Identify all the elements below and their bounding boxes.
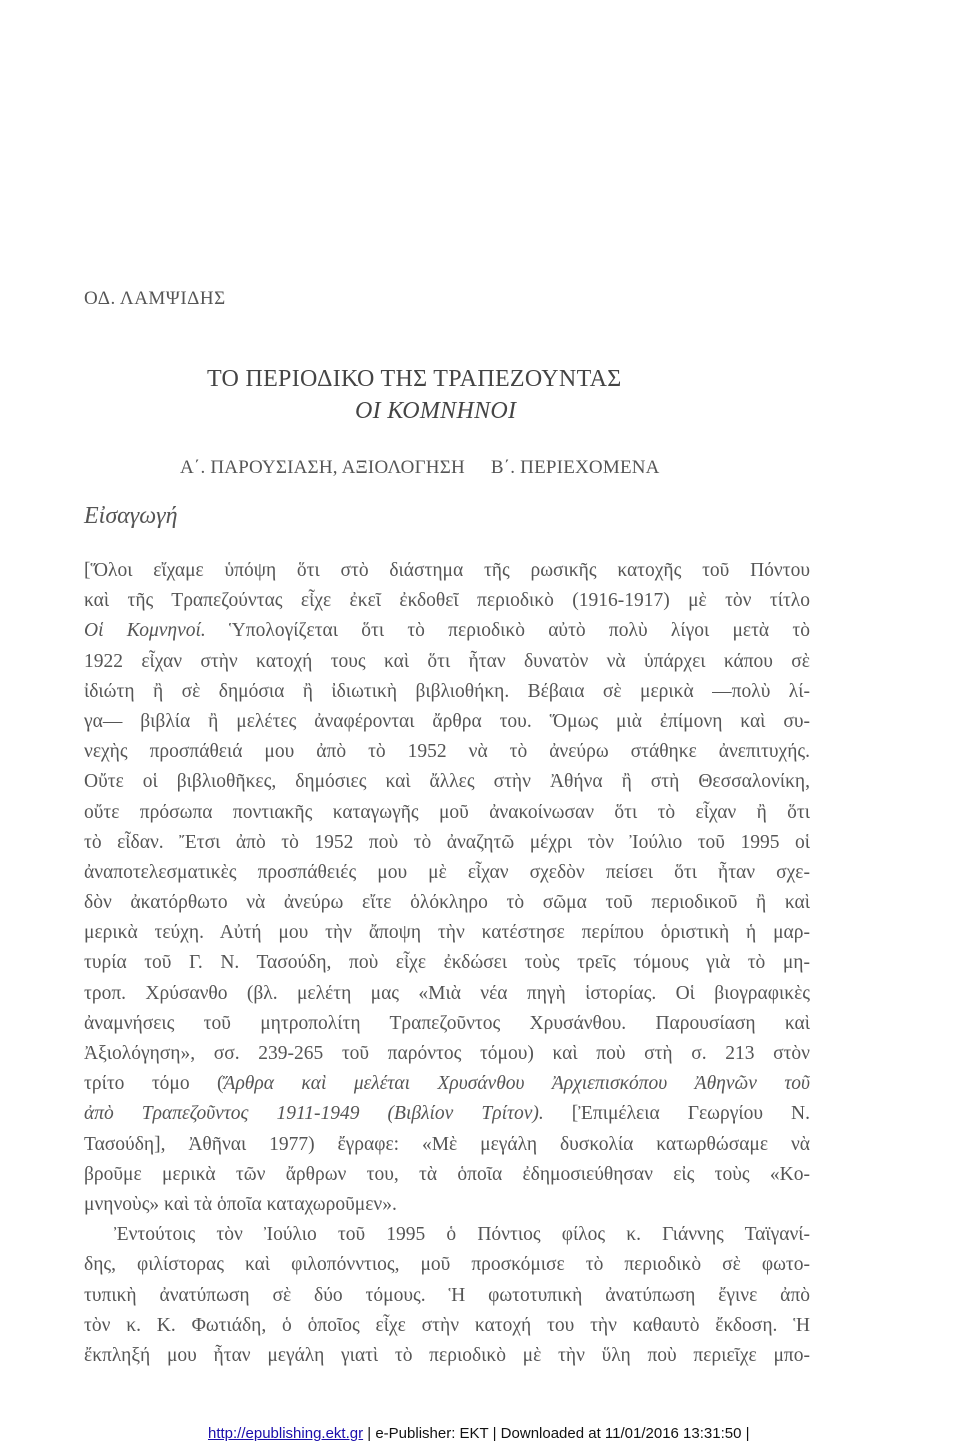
text-line: τὸ εἶδαν. Ἔτσι ἀπὸ τὸ 1952 ποὺ τὸ ἀναζητῶ μέχρι τὸν Ἰούλιο τοῦ 1995 οἱ [84, 831, 810, 853]
text-line: Τασούδη], Ἀθῆναι 1977) ἔγραφε: «Μὲ μεγάλη δυσκολία κατωρθώσαμε νὰ [84, 1133, 810, 1155]
introduction-heading: Εἰσαγωγή [84, 503, 178, 529]
text-line: δὸν ἀκατόρθωτο νὰ ἀνεύρω εἴτε ὁλόκληρο τὸ σῶμα τοῦ περιοδικοῦ ἢ καὶ [84, 892, 810, 914]
footer-info: | e-Publisher: EKT | Downloaded at 11/01/2016 13:31:50 | [363, 1425, 750, 1442]
text-span: [Ἐπιμέλεια Γεωργίου Ν. [543, 1103, 810, 1125]
body-text [84, 556, 810, 1371]
download-footer [208, 1425, 750, 1442]
text-span: τρίτο τόμο ( [84, 1073, 224, 1095]
text-line: ἰδιώτη ἢ σὲ δημόσια ἢ ἰδιωτικὴ βιβλιοθήκη. Βέβαια σὲ μερικὰ —πολὺ λί- [84, 680, 810, 702]
text-line: τυπικὴ ἀνατύπωση σὲ δύο τόμους. Ἡ φωτοτυπικὴ ἀνατύπωση ἔγινε ἀπὸ [84, 1284, 810, 1306]
text-line [84, 1069, 810, 1099]
text-line [84, 1099, 810, 1129]
text-line: τὸν κ. Κ. Φωτιάδη, ὁ ὁποῖος εἶχε στὴν κατοχή του τὴν καθαυτὸ ἔκδοση. Ἡ [84, 1314, 810, 1336]
text-line: μνηνοὺς» καὶ τὰ ὁποῖα καταχωροῦμεν». [84, 1193, 397, 1215]
text-line: δης, φιλίστορας καὶ φιλοπόνντιος, μοῦ προσκόμισε τὸ περιοδικὸ σὲ φωτο- [84, 1254, 810, 1276]
text-line: μερικὰ τεύχη. Αὐτή μου τὴν ἄποψη τὴν κατέστησε περίπου ὁριστικὴ ἡ μαρ- [84, 922, 810, 944]
text-line: βροῦμε μερικὰ τῶν ἄρθρων του, τὰ ὁποῖα ἐδημοσιεύθησαν εἰς τοὺς «Κο- [84, 1163, 810, 1185]
text-line: 1922 εἶχαν στὴν κατοχή τους καὶ ὅτι ἦταν δυνατὸν νὰ ὑπάρχει κάπου σὲ [84, 650, 810, 672]
text-line: γα— βιβλία ἢ μελέτες ἀναφέρονται ἄρθρα του. Ὅμως μιὰ ἐπίμονη καὶ συ- [84, 710, 810, 732]
text-line [84, 616, 810, 646]
text-line: [Ὅλοι εἴχαμε ὑπόψη ὅτι στὸ διάστημα τῆς ρωσικῆς κατοχῆς τοῦ Πόντου [84, 560, 810, 581]
text-span: Ὑπολογίζεται ὅτι τὸ περιοδικὸ αὐτὸ πολὺ λίγοι μετὰ τὸ [205, 620, 810, 642]
author-name: ΟΔ. ΛΑΜΨΙΔΗΣ [84, 288, 226, 309]
book-title-cont: ἀπὸ Τραπεζοῦντος 1911-1949 (Βιβλίον Τρίτον). [84, 1103, 544, 1125]
text-line: τροπ. Χρύσανθο (βλ. μελέτη μας «Μιὰ νέα πηγὴ ἱστορίας. Οἱ βιογραφικὲς [84, 982, 810, 1004]
book-title: Ἄρθρα καὶ μελέται Χρυσάνθου Ἀρχιεπισκόπου Ἀθηνῶν τοῦ [223, 1073, 810, 1095]
section-a-heading: Α΄. ΠΑΡΟΥΣΙΑΣΗ, ΑΞΙΟΛΟΓΗΣΗ [180, 457, 465, 478]
epublishing-link[interactable]: http://epublishing.ekt.gr [208, 1425, 364, 1442]
journal-title: Οἱ Κομνηνοί. [84, 620, 206, 642]
text-line: Ἀξιολόγηση», σσ. 239-265 τοῦ παρόντος τόμου) καὶ ποὺ στὴ σ. 213 στὸν [84, 1043, 810, 1064]
text-line: ἀναμνήσεις τοῦ μητροπολίτη Τραπεζοῦντος Χρυσάνθου. Παρουσίαση καὶ [84, 1012, 810, 1034]
section-headings [180, 457, 660, 479]
text-line: Οὔτε οἱ βιβλιοθῆκες, δημόσιες καὶ ἄλλες στὴν Ἀθήνα ἢ στὴ Θεσσαλονίκη, [84, 771, 810, 793]
section-b-heading: Β΄. ΠΕΡΙΕΧΟΜΕΝΑ [490, 457, 660, 478]
text-line: ἔκπληξή μου ἦταν μεγάλη γιατὶ τὸ περιοδικὸ μὲ τὴν ὕλη ποὺ περιεῖχε μπο- [84, 1344, 810, 1366]
text-line: Ἐντούτοις τὸν Ἰούλιο τοῦ 1995 ὁ Πόντιος φίλος κ. Γιάννης Ταϊγανί- [114, 1224, 810, 1246]
article-title: ΤΟ ΠΕΡΙΟΔΙΚΟ ΤΗΣ ΤΡΑΠΕΖΟΥΝΤΑΣ [207, 366, 622, 392]
text-line: οὔτε πρόσωπα ποντιακῆς καταγωγῆς μοῦ ἀνακοίνωσαν ὅτι τὸ εἶχαν ἢ ὅτι [84, 801, 810, 823]
text-line: νεχὴς προσπάθειά μου ἀπὸ τὸ 1952 νὰ τὸ ἀνεύρω στάθηκε ἀνεπιτυχής. [84, 741, 810, 763]
article-subtitle: ΟΙ ΚΟΜΝΗΝΟΙ [355, 398, 517, 424]
text-line: καὶ τῆς Τραπεζούντας εἶχε ἐκεῖ ἐκδοθεῖ περιοδικὸ (1916-1917) μὲ τὸν τίτλο [84, 590, 810, 612]
text-line: ἀναποτελεσματικὲς προσπάθειές μου μὲ εἶχαν σχεδὸν πείσει ὅτι ἦταν σχε- [84, 861, 810, 883]
text-line: τυρία τοῦ Γ. Ν. Τασούδη, ποὺ εἶχε ἐκδώσει τοὺς τρεῖς τόμους γιὰ τὸ μη- [84, 952, 810, 974]
